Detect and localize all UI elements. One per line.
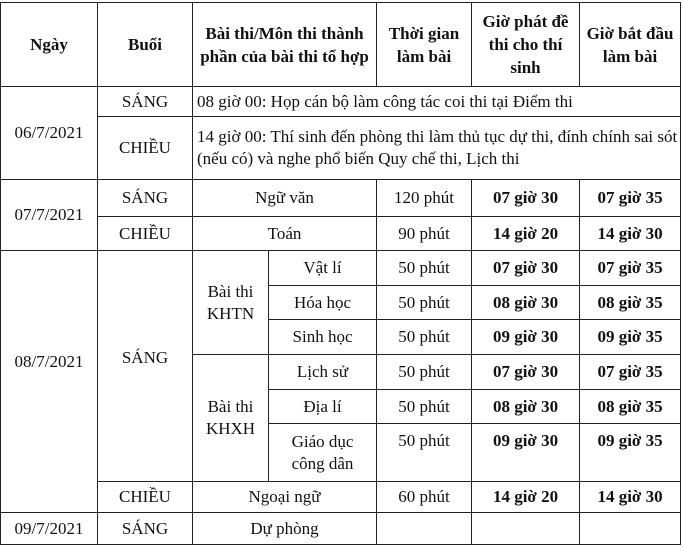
start-time-cell: 08 giờ 35 bbox=[580, 286, 681, 320]
session-cell: SÁNG bbox=[98, 180, 193, 217]
date-cell: 06/7/2021 bbox=[1, 87, 98, 180]
duration-cell: 50 phút bbox=[377, 286, 472, 320]
header-ngay: Ngày bbox=[1, 3, 98, 87]
distribute-time-cell: 07 giờ 30 bbox=[472, 180, 580, 217]
subject-cell: Vật lí bbox=[269, 251, 377, 286]
subject-cell: Dự phòng bbox=[193, 513, 377, 545]
group-cell-khtn: Bài thi KHTN bbox=[193, 251, 269, 355]
subject-cell: Hóa học bbox=[269, 286, 377, 320]
header-mon-thi: Bài thi/Môn thi thành phần của bài thi tổ hợp bbox=[193, 3, 377, 87]
table-row bbox=[1, 87, 681, 117]
duration-cell: 90 phút bbox=[377, 217, 472, 251]
header-gio-bat-dau: Giờ bắt đầu làm bài bbox=[580, 3, 681, 87]
duration-cell: 120 phút bbox=[377, 180, 472, 217]
start-time-cell: 14 giờ 30 bbox=[580, 482, 681, 513]
duration-cell: 50 phút bbox=[377, 424, 472, 482]
session-cell: CHIỀU bbox=[98, 117, 193, 180]
subject-cell: Sinh học bbox=[269, 320, 377, 355]
subject-cell: Ngữ văn bbox=[193, 180, 377, 217]
header-thoi-gian: Thời gian làm bài bbox=[377, 3, 472, 87]
distribute-time-cell: 09 giờ 30 bbox=[472, 320, 580, 355]
subject-cell: Giáo dục công dân bbox=[269, 424, 377, 482]
date-cell: 08/7/2021 bbox=[1, 251, 98, 513]
session-cell: SÁNG bbox=[98, 87, 193, 117]
distribute-time-cell: 09 giờ 30 bbox=[472, 424, 580, 482]
duration-cell: 50 phút bbox=[377, 251, 472, 286]
exam-schedule-table bbox=[0, 2, 681, 545]
start-time-cell: 09 giờ 35 bbox=[580, 424, 681, 482]
subject-cell: Địa lí bbox=[269, 390, 377, 424]
session-cell: SÁNG bbox=[98, 251, 193, 482]
duration-cell bbox=[377, 513, 472, 545]
start-time-cell: 09 giờ 35 bbox=[580, 320, 681, 355]
start-time-cell bbox=[580, 513, 681, 545]
note-cell: 14 giờ 00: Thí sinh đến phòng thi làm thủ tục dự thi, đính chính sai sót (nếu có) và nghe phổ biến Quy chế thi, Lịch thi bbox=[193, 117, 681, 180]
start-time-cell: 07 giờ 35 bbox=[580, 251, 681, 286]
duration-cell: 50 phút bbox=[377, 355, 472, 390]
start-time-cell: 14 giờ 30 bbox=[580, 217, 681, 251]
duration-cell: 60 phút bbox=[377, 482, 472, 513]
duration-cell: 50 phút bbox=[377, 390, 472, 424]
subject-cell: Toán bbox=[193, 217, 377, 251]
subject-cell: Ngoại ngữ bbox=[193, 482, 377, 513]
session-cell: CHIỀU bbox=[98, 217, 193, 251]
table-row bbox=[1, 217, 681, 251]
start-time-cell: 07 giờ 35 bbox=[580, 180, 681, 217]
distribute-time-cell: 14 giờ 20 bbox=[472, 217, 580, 251]
note-cell: 08 giờ 00: Họp cán bộ làm công tác coi thi tại Điểm thi bbox=[193, 87, 681, 117]
distribute-time-cell: 14 giờ 20 bbox=[472, 482, 580, 513]
table-row bbox=[1, 513, 681, 545]
start-time-cell: 07 giờ 35 bbox=[580, 355, 681, 390]
date-cell: 07/7/2021 bbox=[1, 180, 98, 251]
table-row bbox=[1, 180, 681, 217]
header-gio-phat-de: Giờ phát đề thi cho thí sinh bbox=[472, 3, 580, 87]
session-cell: SÁNG bbox=[98, 513, 193, 545]
distribute-time-cell: 07 giờ 30 bbox=[472, 355, 580, 390]
distribute-time-cell: 07 giờ 30 bbox=[472, 251, 580, 286]
session-cell: CHIỀU bbox=[98, 482, 193, 513]
table-row bbox=[1, 251, 681, 286]
group-cell-khxh: Bài thi KHXH bbox=[193, 355, 269, 482]
duration-cell: 50 phút bbox=[377, 320, 472, 355]
header-buoi: Buổi bbox=[98, 3, 193, 87]
distribute-time-cell: 08 giờ 30 bbox=[472, 390, 580, 424]
distribute-time-cell: 08 giờ 30 bbox=[472, 286, 580, 320]
distribute-time-cell bbox=[472, 513, 580, 545]
table-row bbox=[1, 117, 681, 180]
start-time-cell: 08 giờ 35 bbox=[580, 390, 681, 424]
table-row bbox=[1, 482, 681, 513]
date-cell: 09/7/2021 bbox=[1, 513, 98, 545]
subject-cell: Lịch sử bbox=[269, 355, 377, 390]
header-row bbox=[1, 3, 681, 87]
